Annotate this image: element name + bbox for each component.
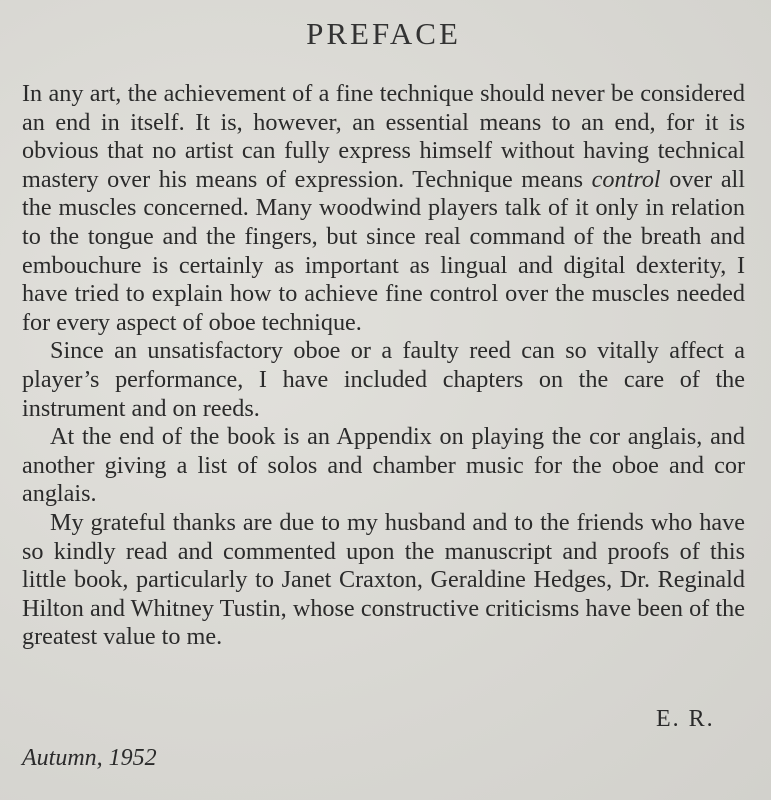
preface-body	[22, 80, 745, 652]
page-title: PREFACE	[306, 16, 461, 51]
paragraph-3: At the end of the book is an Appendix on playing the cor anglais, and another giving a list of solos and chamber music for the oboe and cor anglais.	[22, 423, 745, 508]
paragraph-2: Since an unsatisfactory oboe or a faulty reed can so vitally affect a player’s performance, I have included chapters on the care of the instrument and on reeds.	[22, 337, 745, 422]
preface-date: Autumn, 1952	[22, 745, 157, 771]
paragraph-1-text-end: over all the muscles concerned. Many woodwind players talk of it only in relation to the tongue and the fingers, but since real command of the breath and embouchure is certainly as important as lingual and digital dexterity, I have tried to explain how to achieve fine control over the muscles needed for every aspect of oboe technique.	[22, 165, 745, 336]
paragraph-1-text-start: In any art, the achievement of a fine technique should never be considered an end in itself. It is, however, an essential means to an end, for it is obvious that no artist can fully express himself without having technical mastery over his means of expression. Technique means	[22, 80, 745, 193]
paragraph-1	[22, 80, 745, 337]
paragraph-4: My grateful thanks are due to my husband and to the friends who have so kindly read and commented upon the manuscript and proofs of this little book, particularly to Janet Craxton, Geraldine Hedges, Dr. Reginald Hilton and Whitney Tustin, whose constructive criticisms have been of the greatest value to me.	[22, 508, 745, 651]
author-initials: E. R.	[656, 706, 715, 732]
emphasis-control: control	[591, 165, 661, 193]
